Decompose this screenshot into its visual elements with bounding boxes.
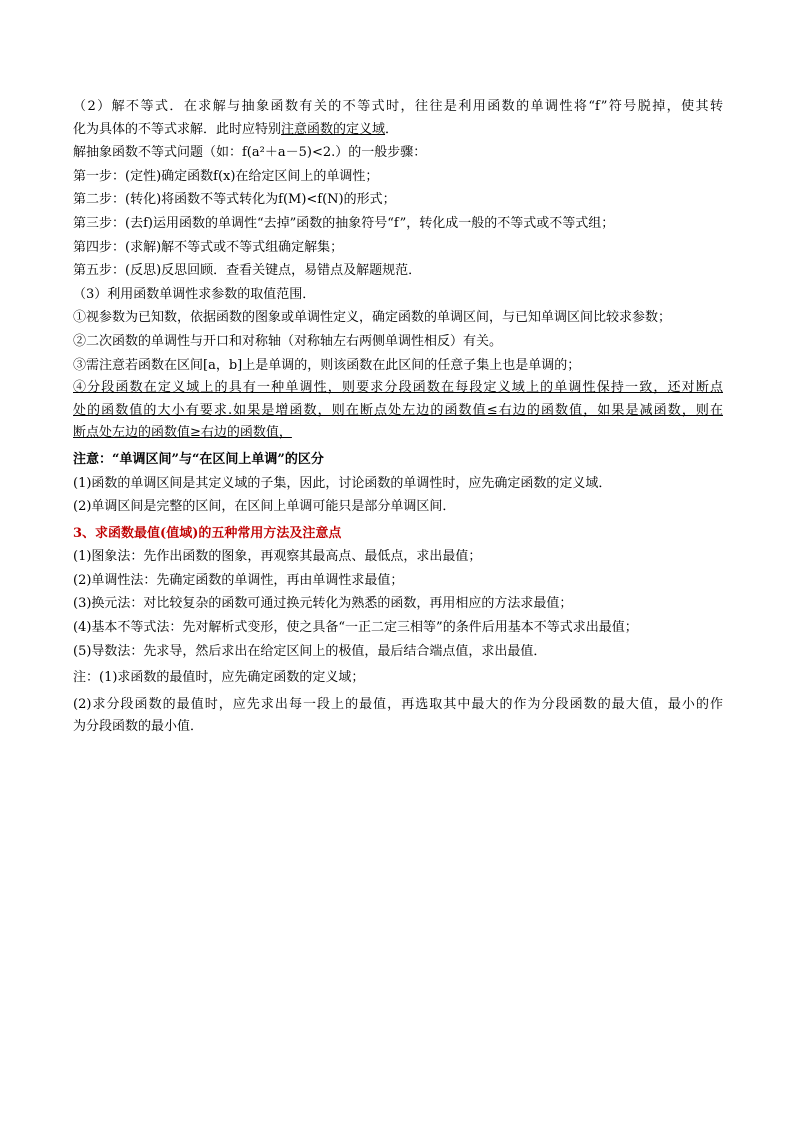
s2-line2c: ． — [385, 121, 399, 137]
note-1: (1)函数的单调区间是其定义域的子集，因此，讨论函数的单调性时，应先确定函数的定义域． — [73, 475, 612, 491]
step-2: 第二步：(转化)将函数不等式转化为f(M)<f(N)的形式； — [73, 192, 396, 208]
s2-line1: （2）解不等式．在求解与抽象函数有关的不等式时，往往是利用函数的单调性将“f”符号脱掉，使其转 — [73, 99, 723, 114]
tip-2-line2: 为分段函数的最小值． — [73, 719, 204, 735]
s3-point-4-line2: 处的函数值的大小有要求.如果是增函数，则在断点处左边的函数值≤右边的函数值，如果是减函数，则在 — [73, 402, 723, 418]
note-title: 注意：“单调区间”与“在区间上单调”的区分 — [73, 451, 324, 467]
document-page — [73, 96, 723, 739]
step-4: 第四步：(求解)解不等式或不等式组确定解集； — [73, 239, 344, 255]
s3-point-3: ③需注意若函数在区间[a，b]上是单调的，则该函数在此区间的任意子集上也是单调的； — [73, 357, 581, 373]
method-1: (1)图象法：先作出函数的图象，再观察其最高点、最低点，求出最值； — [73, 549, 482, 565]
s3-point-1: ①视参数为已知数，依据函数的图象或单调性定义，确定函数的单调区间，与已知单调区间比较求参数； — [73, 310, 672, 326]
method-4: (4)基本不等式法：先对解析式变形，使之具备“一正二定三相等”的条件后用基本不等式求出最值； — [73, 620, 638, 636]
method-3: (3)换元法：对比较复杂的函数可通过换元转化为熟悉的函数，再用相应的方法求最值； — [73, 596, 573, 612]
tip-intro: 注：(1)求函数的最值时，应先确定函数的定义域； — [73, 670, 365, 686]
method-5: (5)导数法：先求导，然后求出在给定区间上的极值，最后结合端点值，求出最值． — [73, 643, 547, 659]
s3-title: （3）利用函数单调性求参数的取值范围． — [73, 286, 316, 302]
step-3: 第三步：(去f)运用函数的单调性“去掉”函数的抽象符号“f”，转化成一般的不等式或不等式组； — [73, 215, 615, 231]
steps-intro: 解抽象函数不等式问题（如：f(a²＋a－5)<2.）的一般步骤： — [73, 145, 427, 161]
s2-line2a: 化为具体的不等式求解．此时应特别 — [73, 121, 282, 137]
section-3-heading: 3、求函数最值(值域)的五种常用方法及注意点 — [73, 525, 342, 541]
step-1: 第一步：(定性)确定函数f(x)在给定区间上的单调性； — [73, 168, 379, 184]
method-2: (2)单调性法：先确定函数的单调性，再由单调性求最值； — [73, 572, 404, 588]
s2-line2-underlined: 注意函数的定义域 — [281, 121, 386, 137]
tip-2-line1: (2)求分段函数的最值时，应先求出每一段上的最值，再选取其中最大的作为分段函数的最大值，最小的作 — [73, 696, 723, 712]
step-5: 第五步：(反思)反思回顾．查看关键点，易错点及解题规范． — [73, 263, 422, 279]
s3-point-2: ②二次函数的单调性与开口和对称轴（对称轴左右两侧单调性相反）有关。 — [73, 333, 503, 349]
s3-point-4-line1: ④分段函数在定义域上的具有一种单调性，则要求分段函数在每段定义域上的单调性保持一致，还对断点 — [73, 380, 723, 396]
s3-point-4-line3: 断点处左边的函数值≥右边的函数值， — [73, 425, 292, 441]
s2-line2 — [73, 119, 723, 142]
note-2: (2)单调区间是完整的区间，在区间上单调可能只是部分单调区间． — [73, 499, 456, 515]
